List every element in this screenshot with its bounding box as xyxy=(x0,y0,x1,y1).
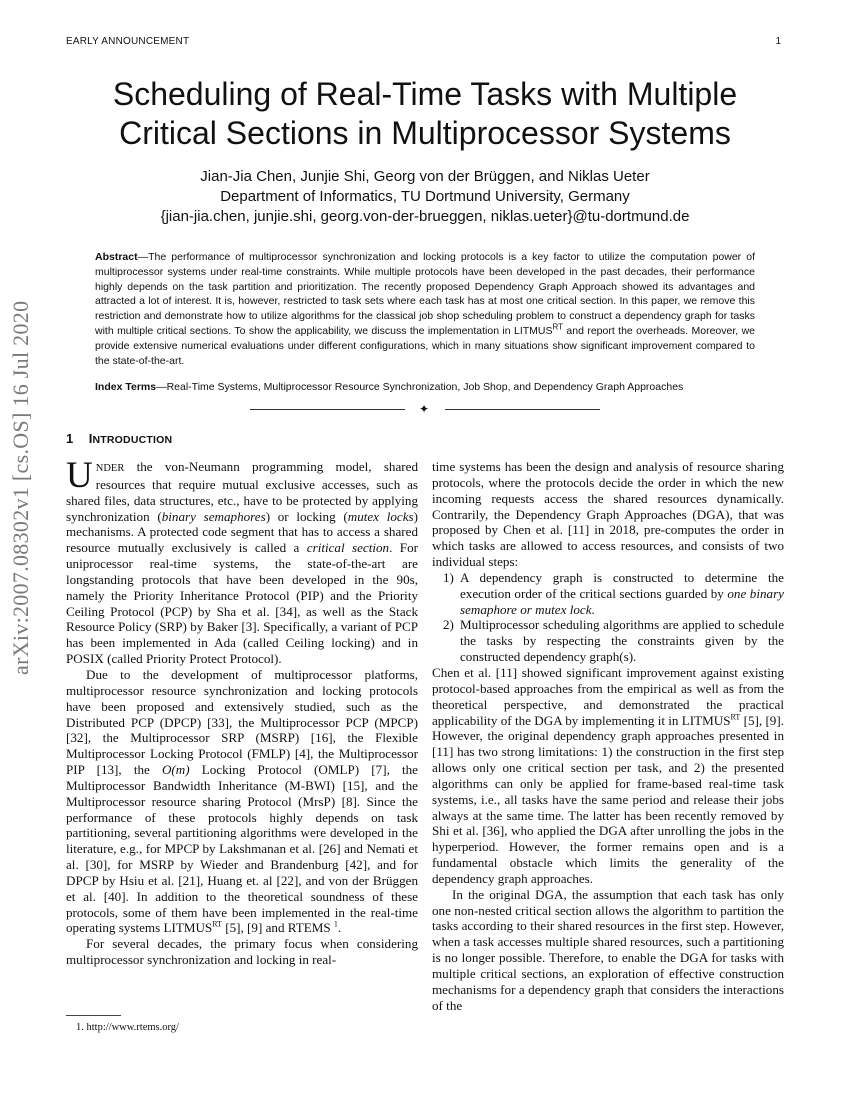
superscript: RT xyxy=(212,920,222,930)
abstract-label: Abstract xyxy=(95,251,138,263)
footnote xyxy=(76,1022,179,1033)
emphasis: mutex locks xyxy=(347,508,414,524)
footnote-url: http://www.rtems.org/ xyxy=(83,1022,179,1033)
text-run: Multiprocessor scheduling algorithms are applied to schedule the tasks by respecting the constraints given by the constructed dependency graph(s). xyxy=(460,617,784,665)
paragraph xyxy=(432,665,784,887)
section-title-rest: NTRODUCTION xyxy=(92,434,173,446)
section-number: 1 xyxy=(66,431,74,446)
paragraph xyxy=(66,455,418,667)
index-terms xyxy=(95,380,755,394)
emphasis: binary semaphores xyxy=(161,508,266,524)
text-run: Due to the development of multiprocessor platforms, multiprocessor resource synchronization and locking protocols have been proposed and extensively studied, such as the Distributed PCP (DPCP) [33], the Multiprocessor PCP (MPCP) [32], the Multiprocessor SRP (MSRP) [16], the Flexible Multiprocessor Locking Protocol (FMLP) [4], the Multiprocessor PIP [13], the xyxy=(66,666,418,778)
abstract-text-1: —The performance of multiprocessor synchronization and locking protocols is a key factor to utilize the computation power of multiprocessor systems under real-time constraints. While multiple protocols have been developed in the past decades, their performance highly depends on the task partition and prioritization. The recently proposed Dependency Graph Approach showed its advantages and attracted a lot of interest. It is, however, restricted to task sets where each task has at most one critical section. In this paper, we remove this restriction and demonstrate how to utilize algorithms for the classical job shop scheduling problem to construct a dependency graph for tasks with multiple critical sections. To show the applicability, we discuss the implementation in LITMUS xyxy=(95,251,755,337)
text-run: ) mechanisms. A protected code segment that has to access a shared resource mutually exclusively is called a xyxy=(66,508,418,556)
section-heading xyxy=(66,431,172,446)
author-affiliation: Department of Informatics, TU Dortmund University, Germany xyxy=(220,188,630,205)
list-item xyxy=(432,617,784,665)
text-run: Chen et al. [11] showed significant improvement against existing protocol-based approaches from the empirical as well as from the theoretical perspective, and demonstrated the practical applicability of the DGA by implementing it in LITMUS xyxy=(432,664,784,728)
abstract xyxy=(95,250,755,368)
footnote-mark: 1 xyxy=(333,920,338,930)
emphasis: one binary semaphore or mutex lock xyxy=(460,585,784,617)
index-terms-text: —Real-Time Systems, Multiprocessor Resource Synchronization, Job Shop, and Dependency Graph Approaches xyxy=(156,381,684,393)
text-run: . For uniprocessor real-time systems, the state-of-the-art are longstanding protocols that have been developed in the 90s, namely the Priority Inheritance Protocol (PIP) and the Priority Ceiling Protocol (PCP) by Sha et al. [34], as well as the Stack Resource Policy (SRP) by Baker [3]. Specifically, a variant of PCP has been implemented in Ada (called Ceiling locking) and in POSIX (called Priority Protect Protocol). xyxy=(66,540,418,667)
paragraph xyxy=(66,667,418,936)
footnote-mark: 1. xyxy=(76,1022,84,1033)
text-run: ) or locking ( xyxy=(265,508,348,524)
paragraph: In the original DGA, the assumption that each task has only one non-nested critical section allows the algorithm to partition the tasks according to their shared resources in the first step. However, when a task accesses multiple shared resources, such a partitioning is no longer possible. Therefore, to enable the DGA for tasks with multiple critical sections, an exploration of effective construction mechanisms for a dependency graph that considers the interactions of the xyxy=(432,886,784,1013)
left-column xyxy=(66,455,418,968)
list-item xyxy=(432,570,784,618)
right-column xyxy=(432,459,784,1014)
text-run: Locking Protocol (OMLP) [7], the Multiprocessor Bandwidth Inheritance (M-BWI) [15], and the Multiprocessor resource sharing Protocol (MrsP) [8]. Since the performance of these protocols highly depends on task partitioning, several partitioning algorithms were developed in the literature, e.g., for MPCP by Lakshmanan et al. [26] and Nemati et al. [30], for MSRP by Wieder and Brandenburg [42], and for DPCP by Hsiu et al. [21], Huang et. al [22], and von der Brüggen et al. [40]. In addition to the theoretical soundness of these protocols, some of them have been implemented in the real-time operating systems LITMUS xyxy=(66,762,418,936)
list-number: 1) xyxy=(443,569,454,585)
text-run: . xyxy=(337,920,342,936)
author-emails: {jian-jia.chen, junjie.shi, georg.von-der-brueggen, niklas.ueter}@tu-dortmund.de xyxy=(160,208,690,225)
text-run: [5], [9]. However, the original dependency graph approaches presented in [11] has two strong limitations: 1) the construction in the first step allows only one critical section per task, and 2) the presented algorithms can only be applied for frame-based real-time task systems, i.e., all tasks have the same period and release their jobs always at the same time. The latter has been recently removed by Shi et al. [36], who applied the DGA after unrolling the jobs in the hyperperiod. However, the former remains open and is a fundamental obstacle which limits the generality of the dependency graph approaches. xyxy=(432,712,784,886)
math-expression: O(m) xyxy=(161,762,190,778)
text-run: . xyxy=(591,601,595,617)
divider-line-right xyxy=(445,409,600,410)
abstract-superscript: RT xyxy=(552,322,564,332)
step-list xyxy=(432,570,784,665)
list-number: 2) xyxy=(443,617,454,633)
text-run: [5], [9] and RTEMS xyxy=(221,920,334,936)
index-terms-label: Index Terms xyxy=(95,381,157,393)
section-title-initial: I xyxy=(88,431,93,446)
author-block xyxy=(60,167,790,227)
divider-diamond-icon: ✦ xyxy=(419,402,430,416)
drop-cap: U xyxy=(66,455,93,496)
paragraph: For several decades, the primary focus when considering multiprocessor synchronization and locking in real- xyxy=(66,936,418,968)
abstract-text-2: and report the overheads. Moreover, we provide extensive numerical evaluations under different configurations, which in many situations show significant improvement compared to the state-of-the-art. xyxy=(95,324,755,367)
page-number: 1 xyxy=(775,36,781,47)
emphasis: critical section xyxy=(306,540,390,556)
footnote-rule xyxy=(66,1015,121,1016)
superscript: RT xyxy=(730,712,741,722)
running-head: EARLY ANNOUNCEMENT xyxy=(66,36,190,47)
author-names: Jian-Jia Chen, Junjie Shi, Georg von der Brüggen, and Niklas Ueter xyxy=(200,168,650,185)
text-run: the von-Neumann programming model, shared resources that require mutual exclusive accesses, such as shared files, data structures, etc., have to be protected by applying synchronization ( xyxy=(66,459,418,524)
text-run: A dependency graph is constructed to determine the execution order of the critical sections guarded by xyxy=(460,569,784,601)
smallcaps-lead: NDER xyxy=(95,463,125,474)
arxiv-stamp-text: arXiv:2007.08302v1 [cs.OS] 16 Jul 2020 xyxy=(8,300,33,675)
divider-line-left xyxy=(250,409,405,410)
paragraph: time systems has been the design and analysis of resource sharing protocols, where the protocols decide the order in which the new incoming requests access the shared resources dynamically. Contrarily, the Dependency Graph Approaches (DGA), that was proposed by Chen et al. [11] in 2018, pre-computes the order in which tasks are allowed to access resources, and consists of two individual steps: xyxy=(432,459,784,570)
paper-title: Scheduling of Real-Time Tasks with Multiple Critical Sections in Multiprocessor Systems xyxy=(112,76,738,151)
section-divider xyxy=(250,402,600,416)
